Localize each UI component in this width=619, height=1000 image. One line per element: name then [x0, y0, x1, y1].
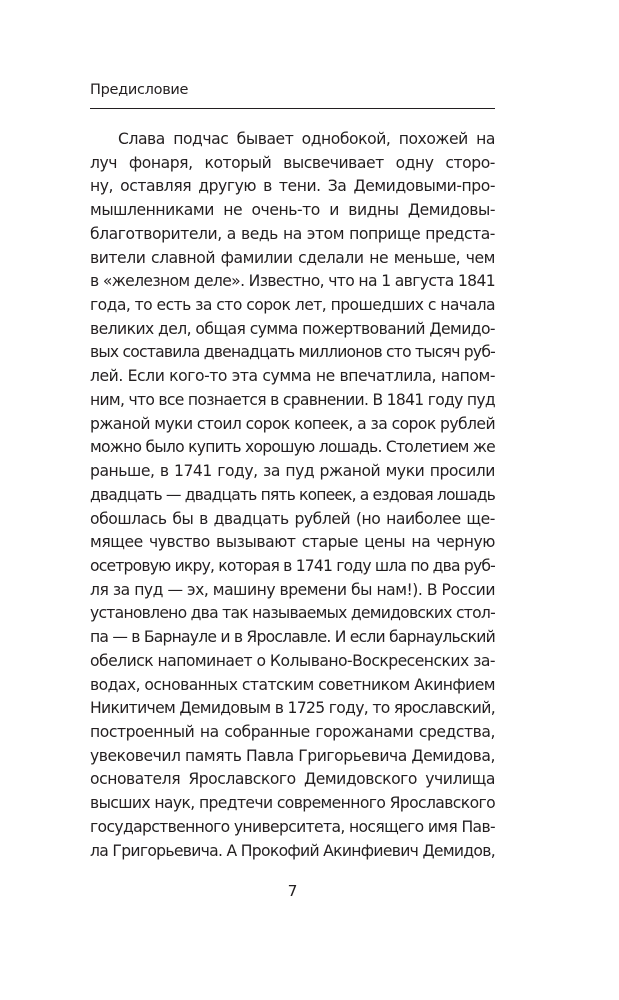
text-line: мышленниками не очень-то и видны Демидовы- [90, 201, 495, 220]
text-line: лей. Если кого-то эта сумма не впечатлила, напом- [90, 367, 495, 386]
text-line: двадцать — двадцать пять копеек, а ездовая лошадь [90, 485, 495, 504]
text-line: ля за пуд — эх, машину времени бы нам!). В России [90, 580, 495, 599]
text-line: благотворители, а ведь на этом поприще предста- [90, 224, 495, 243]
text-line: мящее чувство вызывают старые цены на черную [90, 533, 495, 552]
text-line: ржаной муки стоил сорок копеек, а за сорок рублей [90, 414, 495, 433]
text-line: государственного университета, носящего имя Пав- [90, 817, 495, 836]
text-line: луч фонаря, который высвечивает одну сторо- [90, 153, 495, 172]
text-line: вых составила двенадцать миллионов сто тысяч руб- [90, 343, 495, 362]
header-rule [90, 108, 495, 109]
text-line: Никитичем Демидовым в 1725 году, то ярославский, [90, 699, 495, 718]
body-paragraph [90, 128, 495, 863]
text-line: в «железном деле». Известно, что на 1 августа 1841 [90, 272, 495, 291]
text-line: раньше, в 1741 году, за пуд ржаной муки просили [90, 462, 495, 481]
text-line: ла Григорьевича. А Прокофий Акинфиевич Демидов, [90, 841, 495, 860]
text-line: установлено два так называемых демидовских стол- [90, 604, 495, 623]
text-line: водах, основанных статским советником Акинфием [90, 675, 495, 694]
text-line: осетровую икру, которая в 1741 году шла по два руб- [90, 556, 495, 575]
page-number: 7 [287, 882, 298, 900]
text-line: ним, что все познается в сравнении. В 1841 году пуд [90, 390, 495, 409]
text-line: великих дел, общая сумма пожертвований Демидо- [90, 319, 495, 338]
text-line: Слава подчас бывает однобокой, похожей на [118, 130, 495, 148]
text-line: года, то есть за сто сорок лет, прошедших с начала [90, 296, 495, 315]
text-line: па — в Барнауле и в Ярославле. И если барнаульский [90, 628, 495, 647]
text-line: высших наук, предтечи современного Ярославского [90, 794, 495, 813]
text-line: обелиск напоминает о Колывано-Воскресенских за- [90, 651, 495, 670]
text-line: вители славной фамилии сделали не меньше, чем [90, 248, 495, 267]
text-line: увековечил память Павла Григорьевича Демидова, [90, 746, 495, 765]
text-line: ну, оставляя другую в тени. За Демидовыми-про- [90, 177, 495, 196]
text-line: обошлась бы в двадцать рублей (но наиболее ще- [90, 509, 495, 528]
text-line: построенный на собранные горожанами средства, [90, 722, 495, 741]
running-header: Предисловие [90, 82, 189, 98]
text-line: можно было купить хорошую лошадь. Столетием же [90, 438, 495, 457]
text-line: основателя Ярославского Демидовского училища [90, 770, 495, 789]
